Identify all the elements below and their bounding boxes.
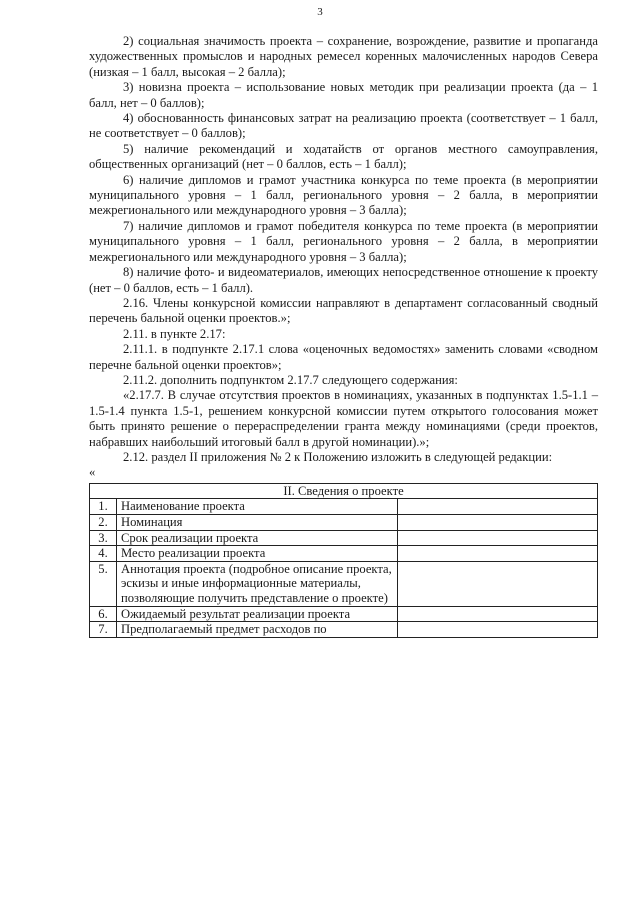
table-header-row (90, 483, 598, 499)
row-label: Предполагаемый предмет расходов по (117, 622, 398, 638)
row-value (398, 606, 598, 622)
row-number: 2. (90, 514, 117, 530)
project-info-table (89, 483, 598, 638)
table-row (90, 499, 598, 515)
row-value (398, 499, 598, 515)
paragraph: 2.11.2. дополнить подпунктом 2.17.7 следующего содержания: (123, 372, 458, 387)
row-number: 7. (90, 622, 117, 638)
row-number: 5. (90, 561, 117, 606)
row-value (398, 561, 598, 606)
paragraph: 2.11.1. в подпункте 2.17.1 слова «оценочных ведомостях» заменить словами «сводном перечне бальной оценки проектов»; (89, 342, 598, 372)
paragraph: 4) обоснованность финансовых затрат на реализацию проекта (соответствует – 1 балл, не соответствует – 0 баллов); (89, 111, 598, 141)
table-row (90, 514, 598, 530)
opening-quote: « (89, 465, 96, 480)
paragraph: 2.16. Члены конкурсной комиссии направляют в департамент согласованный сводный перечень бальной оценки проектов.»; (89, 295, 598, 326)
row-number: 6. (90, 606, 117, 622)
table-row (90, 546, 598, 562)
table-row (90, 530, 598, 546)
row-number: 3. (90, 530, 117, 546)
row-value (398, 622, 598, 638)
table-row (90, 561, 598, 606)
row-number: 1. (90, 499, 117, 515)
paragraph: 2.12. раздел II приложения № 2 к Положению изложить в следующей редакции: (123, 449, 553, 464)
paragraph: «2.17.7. В случае отсутствия проектов в номинациях, указанных в подпунктах 1.5-1.1 – 1.5-1.4 пункта 1.5-1, решением конкурсной комиссии путем открытого голосования может быть принято решение о перераспределении гранта между номинациями (среди проектов, набравших наибольший итоговый балл в другой номинации).»; (89, 388, 598, 449)
paragraph: 3) новизна проекта – использование новых методик при реализации проекта (да – 1 балл, нет – 0 баллов); (89, 80, 598, 110)
row-label: Срок реализации проекта (117, 530, 398, 546)
table-row (90, 622, 598, 638)
paragraph: 2.11. в пункте 2.17: (123, 326, 226, 341)
page-number: 3 (317, 6, 323, 18)
row-value (398, 530, 598, 546)
row-label: Наименование проекта (117, 499, 398, 515)
row-label: Номинация (117, 514, 398, 530)
row-label: Место реализации проекта (117, 546, 398, 562)
row-value (398, 546, 598, 562)
paragraph: 6) наличие дипломов и грамот участника конкурса по теме проекта (в мероприятии муниципального уровня – 1 балл, регионального уровня – 2 балла, в мероприятии межрегионального или международного уровня – 3 балла); (89, 172, 598, 218)
paragraph: 5) наличие рекомендаций и ходатайств от органов местного самоуправления, общественных организаций (нет – 0 баллов, есть – 1 балл); (89, 141, 598, 172)
paragraph: 8) наличие фото- и видеоматериалов, имеющих непосредственное отношение к проекту (нет – 0 баллов, есть – 1 балл). (89, 265, 598, 295)
row-label: Аннотация проекта (подробное описание проекта, эскизы и иные информационные материалы, позволяющие получить представление о проекте) (117, 561, 398, 606)
paragraph: 7) наличие дипломов и грамот победителя конкурса по теме проекта (в мероприятии муниципального уровня – 1 балл, регионального уровня – 2 балла, в мероприятии межрегионального или международного уровня – 3 балла); (89, 218, 598, 264)
row-number: 4. (90, 546, 117, 562)
row-value (398, 514, 598, 530)
paragraph: 2) социальная значимость проекта – сохранение, возрождение, развитие и пропаганда художественных промыслов и народных ремесел коренных малочисленных народов Севера (низкая – 1 балл, высокая – 2 балла); (89, 34, 598, 79)
table-row (90, 606, 598, 622)
table-header: II. Сведения о проекте (90, 483, 598, 499)
row-label: Ожидаемый результат реализации проекта (117, 606, 398, 622)
document-body (89, 34, 598, 638)
